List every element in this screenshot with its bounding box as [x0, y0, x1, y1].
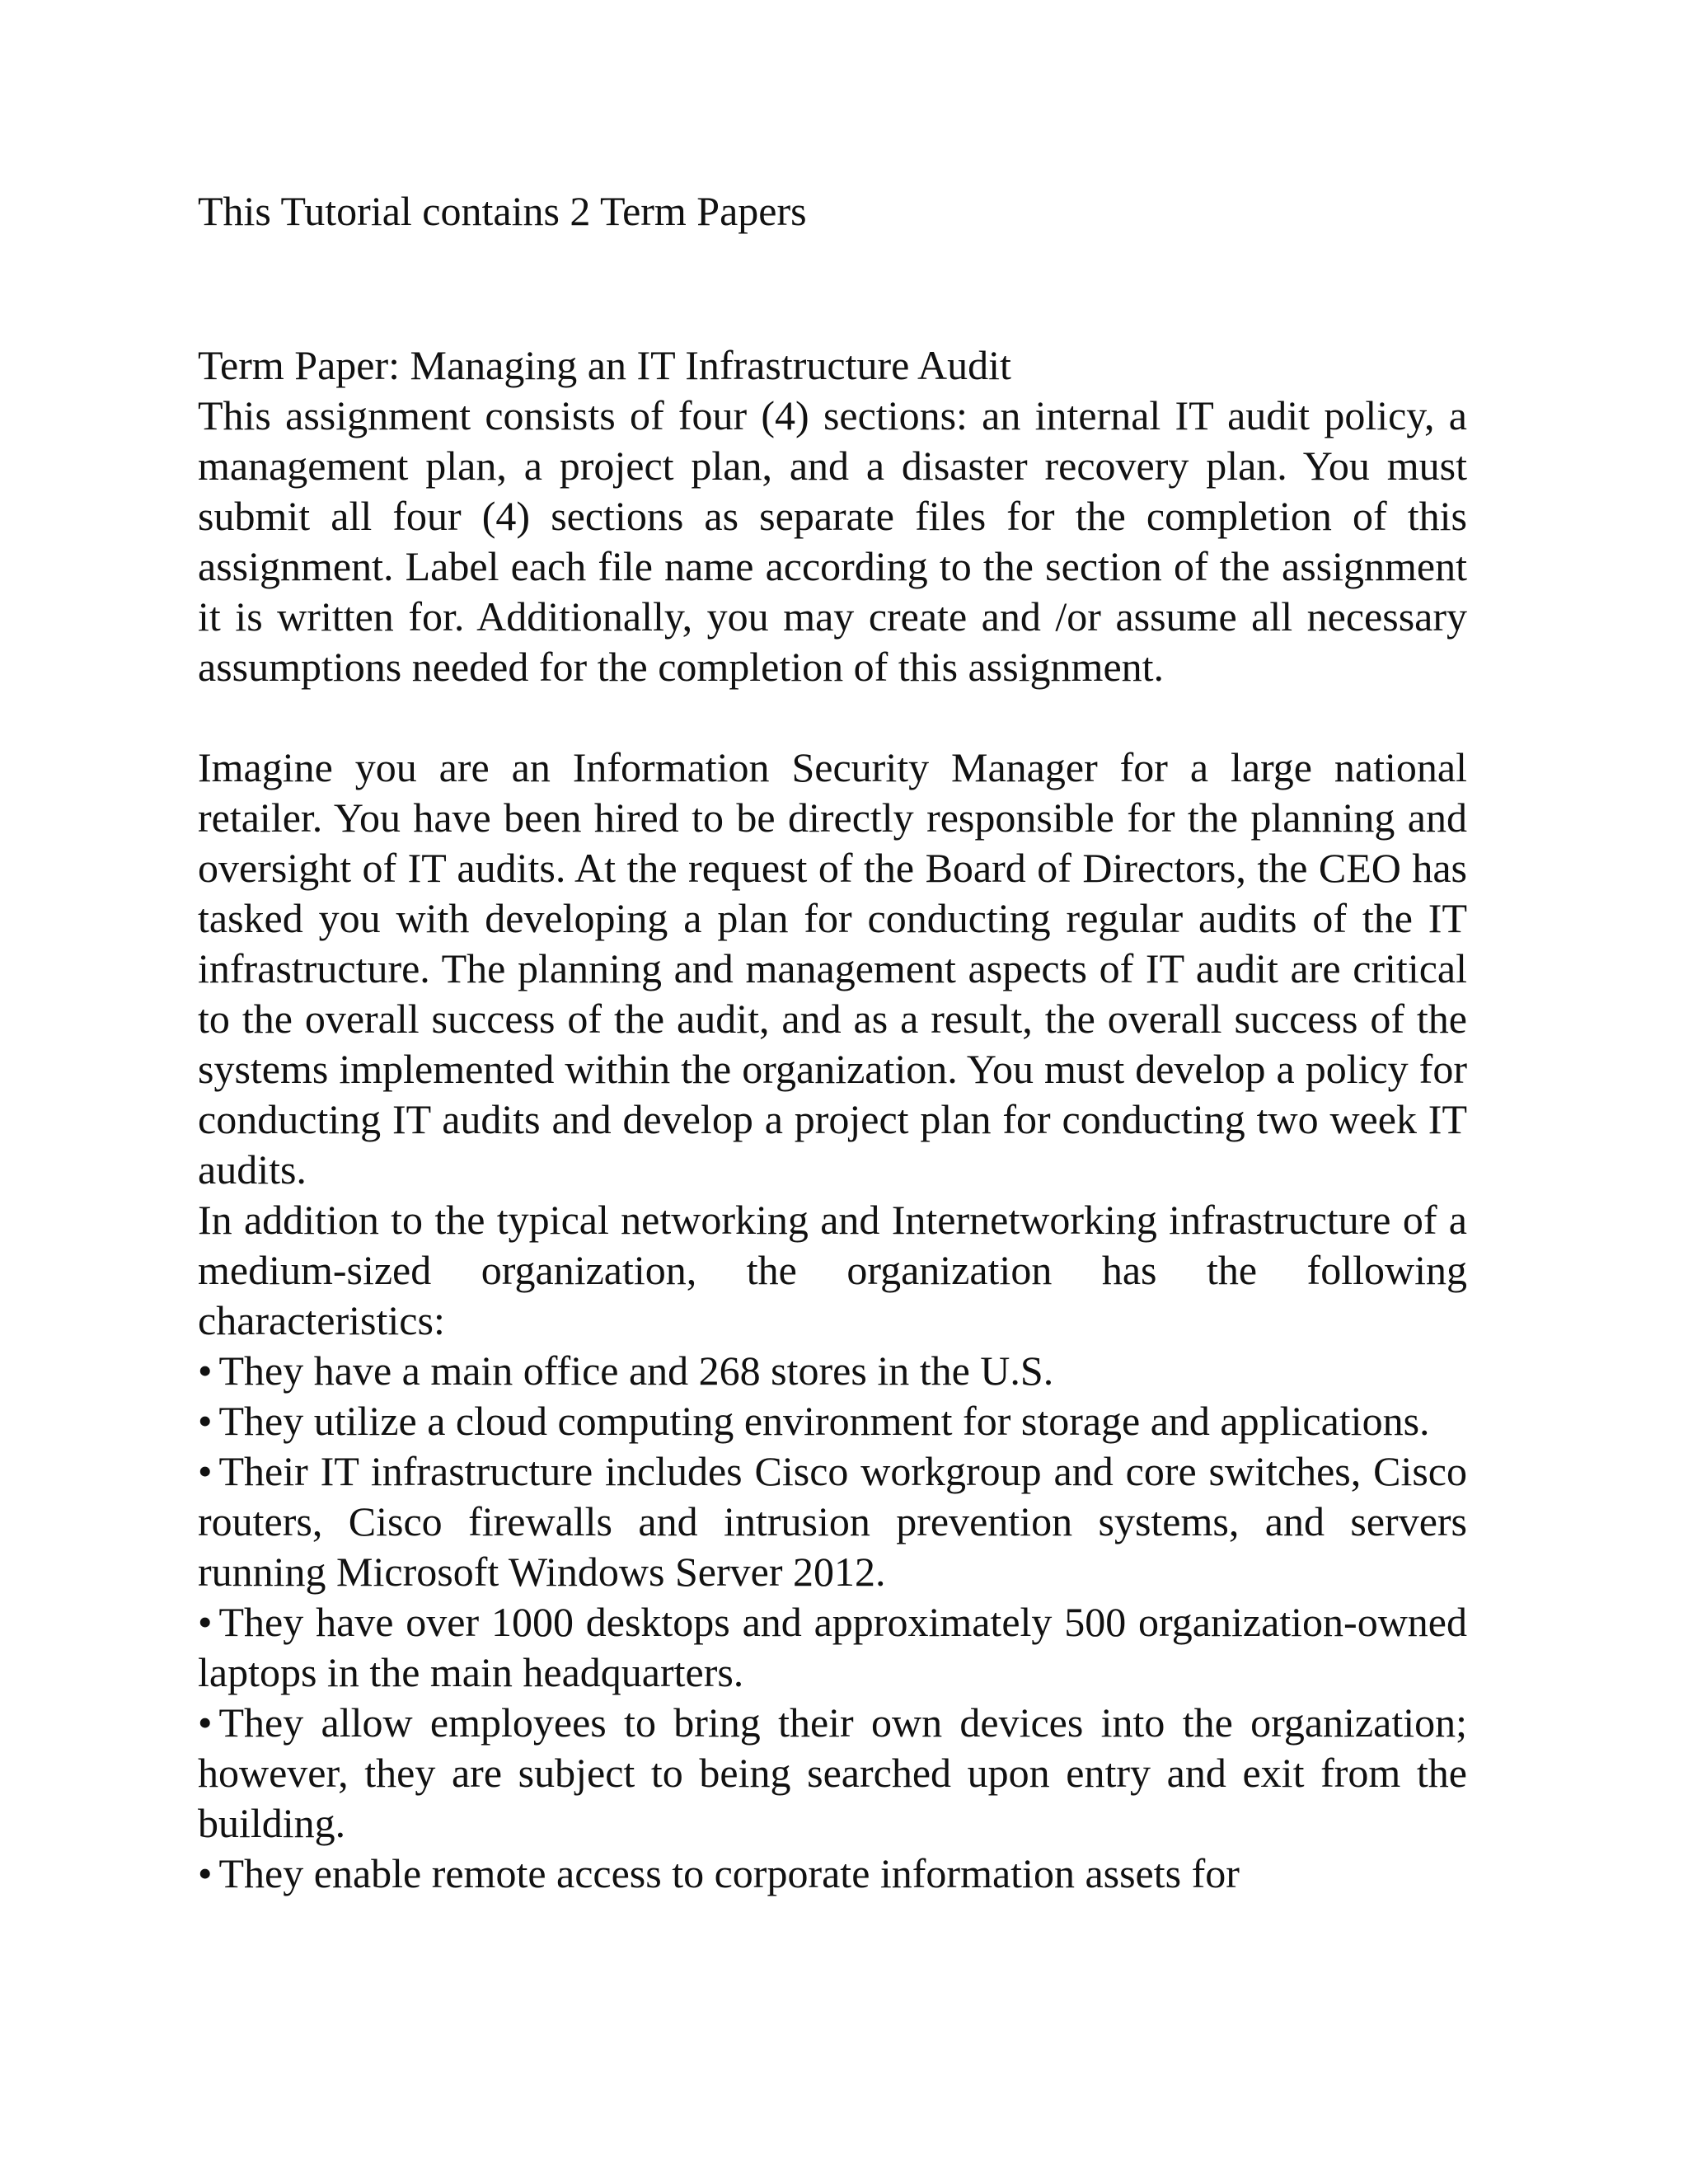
document-body [198, 186, 1467, 1899]
list-item [198, 1597, 1467, 1698]
list-item-text: They have over 1000 desktops and approximately 500 organization-owned laptops in the main headquarters. [198, 1599, 1467, 1695]
list-item-text: Their IT infrastructure includes Cisco workgroup and core switches, Cisco routers, Cisco firewalls and intrusion prevention systems, and servers running Microsoft Windows Server 2012. [198, 1448, 1467, 1595]
list-item [198, 1698, 1467, 1849]
list-item [198, 1346, 1467, 1396]
list-item-text: They have a main office and 268 stores in the U.S. [218, 1347, 1054, 1394]
list-item [198, 1446, 1467, 1597]
intro-line: This Tutorial contains 2 Term Papers [198, 188, 807, 234]
bullet-icon: • [198, 1347, 213, 1394]
bullet-icon: • [198, 1699, 213, 1746]
assignment-paragraph: This assignment consists of four (4) sections: an internal IT audit policy, a management plan, a project plan, and a disaster recovery plan. You must submit all four (4) sections as separate files for the completion of this assignment. Label each file name according to the section of the assignment it is written for. Additionally, you may create and /or assume all necessary assumptions needed for the completion of this assignment. [198, 392, 1467, 690]
list-item-text: They utilize a cloud computing environment for storage and applications. [218, 1398, 1430, 1444]
list-item [198, 1849, 1467, 1899]
list-item-text: They enable remote access to corporate information assets for [218, 1850, 1240, 1896]
bullet-icon: • [198, 1398, 213, 1444]
characteristics-list [198, 1346, 1467, 1899]
bullet-icon: • [198, 1448, 213, 1494]
bullet-icon: • [198, 1850, 213, 1896]
list-item [198, 1396, 1467, 1446]
bullet-icon: • [198, 1599, 213, 1645]
characteristics-intro-paragraph: In addition to the typical networking and Internetworking infrastructure of a medium-sized organization, the organization has the following characteristics: [198, 1197, 1467, 1343]
paper-title: Term Paper: Managing an IT Infrastructure Audit [198, 342, 1011, 388]
scenario-paragraph: Imagine you are an Information Security Manager for a large national retailer. You have been hired to be directly responsible for the planning and oversight of IT audits. At the request of the Board of Directors, the CEO has tasked you with developing a plan for conducting regular audits of the IT infrastructure. The planning and management aspects of IT audit are critical to the overall success of the audit, and as a result, the overall success of the systems implemented within the organization. You must develop a policy for conducting IT audits and develop a project plan for conducting two week IT audits. [198, 744, 1467, 1193]
list-item-text: They allow employees to bring their own devices into the organization; however, they are subject to being searched upon entry and exit from the building. [198, 1699, 1467, 1846]
